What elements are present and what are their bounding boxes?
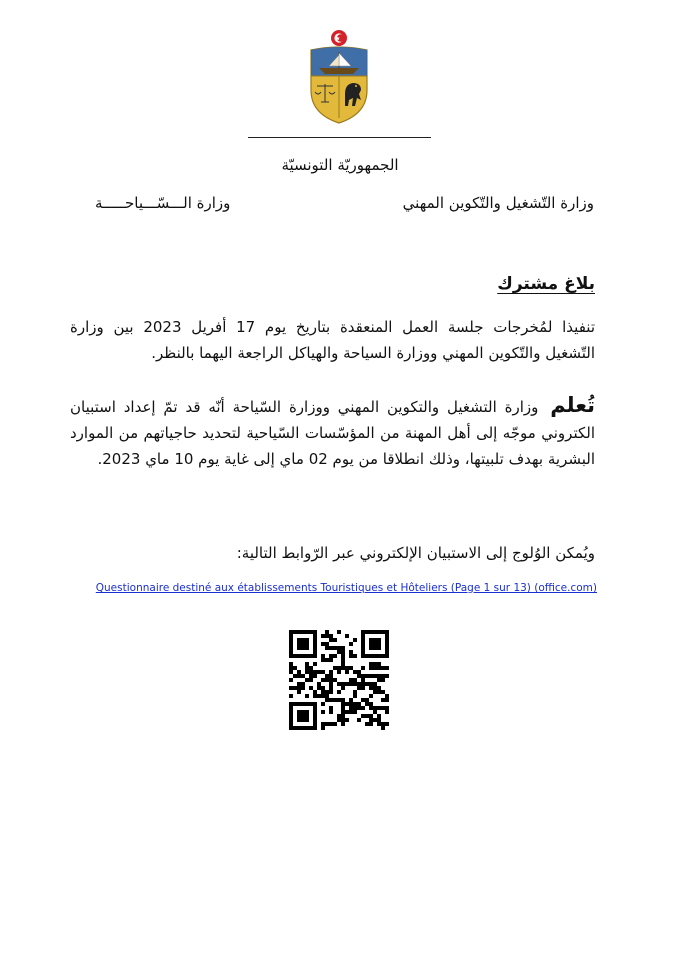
ministry-employment-heading: وزارة التّشغيل والتّكوين المهني <box>402 194 594 212</box>
announcement-lead-word: تُعلم <box>550 393 595 417</box>
header-divider <box>248 137 431 138</box>
questionnaire-link[interactable]: Questionnaire destiné aux établissements Touristiques et Hôteliers (Page 1 sur 13) (office.com) <box>95 582 597 594</box>
qr-code-icon[interactable] <box>289 630 389 730</box>
paragraph-announcement <box>70 392 595 472</box>
access-instructions: ويُمكن الوُلوج إلى الاستبيان الإلكتروني عبر الرّوابط التالية: <box>236 544 595 562</box>
document-title: بلاغ مشترك <box>497 274 595 294</box>
announcement-body: وزارة التشغيل والتكوين المهني ووزارة السّياحة أنّه قد تمّ إعداد استبيان الكتروني موجّه إلى أهل المهنة من المؤسّسات السّياحية لتحديد حاجياتهم من الموارد البشرية بهدف تلبيتها، وذلك انطلاقا من يوم 02 ماي إلى غاية يوم 10 ماي 2023. <box>70 398 595 468</box>
paragraph-intro: تنفيذا لمُخرجات جلسة العمل المنعقدة بتاريخ يوم 17 أفريل 2023 بين وزارة التّشغيل والتّكوين المهني ووزارة السياحة والهياكل الراجعة اليهما بالنظر. <box>70 318 595 362</box>
republic-heading: الجمهوريّة التونسيّة <box>281 156 399 174</box>
ministry-tourism-heading: وزارة الـــسّـــياحـــــة <box>95 194 231 212</box>
tunisia-emblem-icon <box>305 28 373 126</box>
